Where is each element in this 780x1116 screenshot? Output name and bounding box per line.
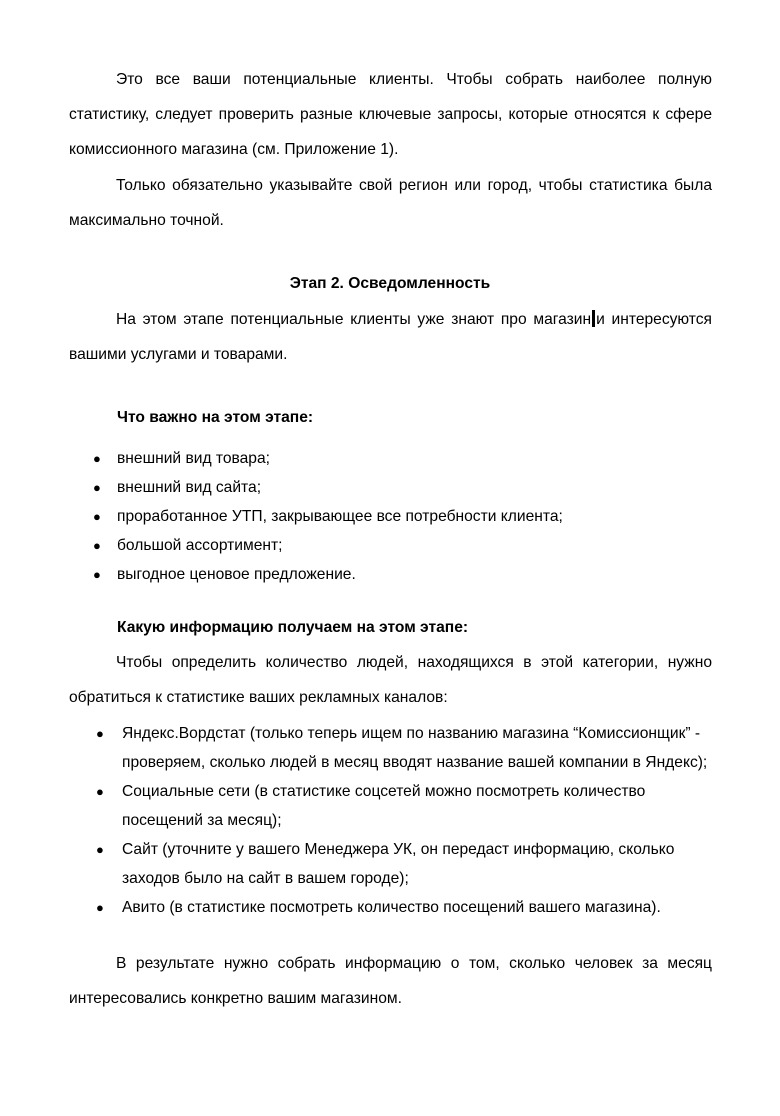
bullet-icon: ● [93,509,101,524]
list-item [96,835,712,893]
stage-2-intro-text-a: На этом этапе потенциальные клиенты уже знают про магазин [116,311,592,328]
list-item-text: Яндекс.Вордстат (только теперь ищем по названию магазина “Комиссионщик” - проверяем, сколько людей в месяц вводят название вашей компании в Яндекс); [122,725,708,771]
list-item-text: Сайт (уточните у вашего Менеджера УК, он передаст информацию, сколько заходов было на сайт в вашем городе); [122,841,675,887]
bullet-icon: ● [93,451,101,466]
list-item-text: внешний вид товара; [117,450,270,467]
bullet-icon: ● [96,842,104,857]
channels-list [96,719,712,922]
text-cursor [592,310,595,327]
info-heading: Какую информацию получаем на этом этапе: [117,619,469,636]
list-item [96,719,712,777]
list-item-text: Авито (в статистике посмотреть количество посещений вашего магазина). [122,899,661,916]
list-item-text: проработанное УТП, закрывающее все потребности клиента; [117,508,563,525]
important-list [93,444,717,589]
stage-2-intro-text-b: и интересуются вашими услугами и товарами. [69,311,712,363]
info-paragraph: Чтобы определить количество людей, находящихся в этой категории, нужно обратиться к статистике ваших рекламных каналов: [69,654,712,706]
list-item-text: внешний вид сайта; [117,479,262,496]
bullet-icon: ● [96,726,104,741]
list-item-text: выгодное ценовое предложение. [117,566,356,583]
list-item-text: Социальные сети (в статистике соцсетей можно посмотреть количество посещений за месяц); [122,783,646,829]
bullet-icon: ● [93,567,101,582]
intro-paragraph-1: Это все ваши потенциальные клиенты. Чтобы собрать наиболее полную статистику, следует проверить разные ключевые запросы, которые относятся к сфере комиссионного магазина (см. Приложение 1). [69,71,712,158]
bullet-icon: ● [96,784,104,799]
list-item [93,502,717,531]
list-item [93,560,717,589]
list-item [93,444,717,473]
list-item [93,473,717,502]
result-paragraph: В результате нужно собрать информацию о том, сколько человек за месяц интересовались конкретно вашим магазином. [69,955,712,1007]
list-item [96,777,712,835]
bullet-icon: ● [96,900,104,915]
intro-paragraph-2: Только обязательно указывайте свой регион или город, чтобы статистика была максимально точной. [69,177,712,229]
list-item [93,531,717,560]
bullet-icon: ● [93,480,101,495]
important-heading: Что важно на этом этапе: [117,409,314,426]
list-item [96,893,712,922]
bullet-icon: ● [93,538,101,553]
stage-2-intro-paragraph [69,302,712,372]
stage-2-heading: Этап 2. Осведомленность [289,275,491,292]
list-item-text: большой ассортимент; [117,537,283,554]
